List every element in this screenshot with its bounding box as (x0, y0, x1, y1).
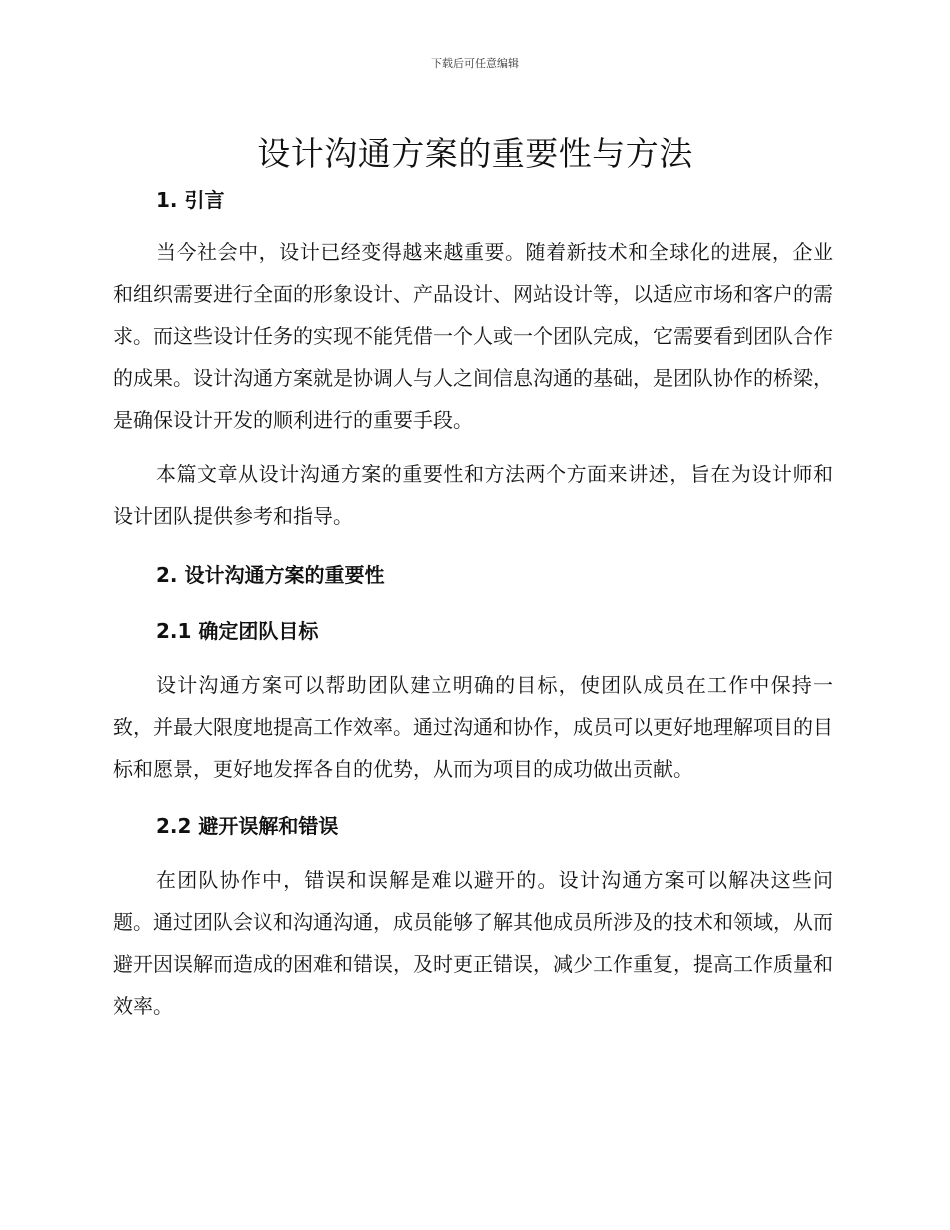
document-body (113, 180, 833, 1027)
subsection-heading-avoid-errors: 2.2 避开误解和错误 (156, 814, 339, 838)
subsection-heading-team-goal: 2.1 确定团队目标 (156, 619, 319, 643)
paragraph-team-goal: 设计沟通方案可以帮助团队建立明确的目标，使团队成员在工作中保持一致，并最大限度地提高工作效率。通过沟通和协作，成员可以更好地理解项目的目标和愿景，更好地发挥各自的优势，从而为项目的成功做出贡献。 (113, 673, 833, 781)
paragraph-intro-1: 当今社会中，设计已经变得越来越重要。随着新技术和全球化的进展，企业和组织需要进行全面的形象设计、产品设计、网站设计等，以适应市场和客户的需求。而这些设计任务的实现不能凭借一个人或一个团队完成，它需要看到团队合作的成果。设计沟通方案就是协调人与人之间信息沟通的基础，是团队协作的桥梁，是确保设计开发的顺利进行的重要手段。 (113, 240, 833, 432)
paragraph-avoid-errors: 在团队协作中，错误和误解是难以避开的。设计沟通方案可以解决这些问题。通过团队会议和沟通沟通，成员能够了解其他成员所涉及的技术和领域，从而避开因误解而造成的困难和错误，及时更正错误，减少工作重复，提高工作质量和效率。 (113, 868, 833, 1018)
section-heading-intro: 1. 引言 (156, 188, 225, 212)
header-note: 下载后可任意编辑 (431, 57, 519, 70)
paragraph-intro-2: 本篇文章从设计沟通方案的重要性和方法两个方面来讲述，旨在为设计师和设计团队提供参考和指导。 (113, 462, 833, 528)
section-heading-importance: 2. 设计沟通方案的重要性 (156, 563, 385, 587)
document-title: 设计沟通方案的重要性与方法 (257, 134, 693, 173)
